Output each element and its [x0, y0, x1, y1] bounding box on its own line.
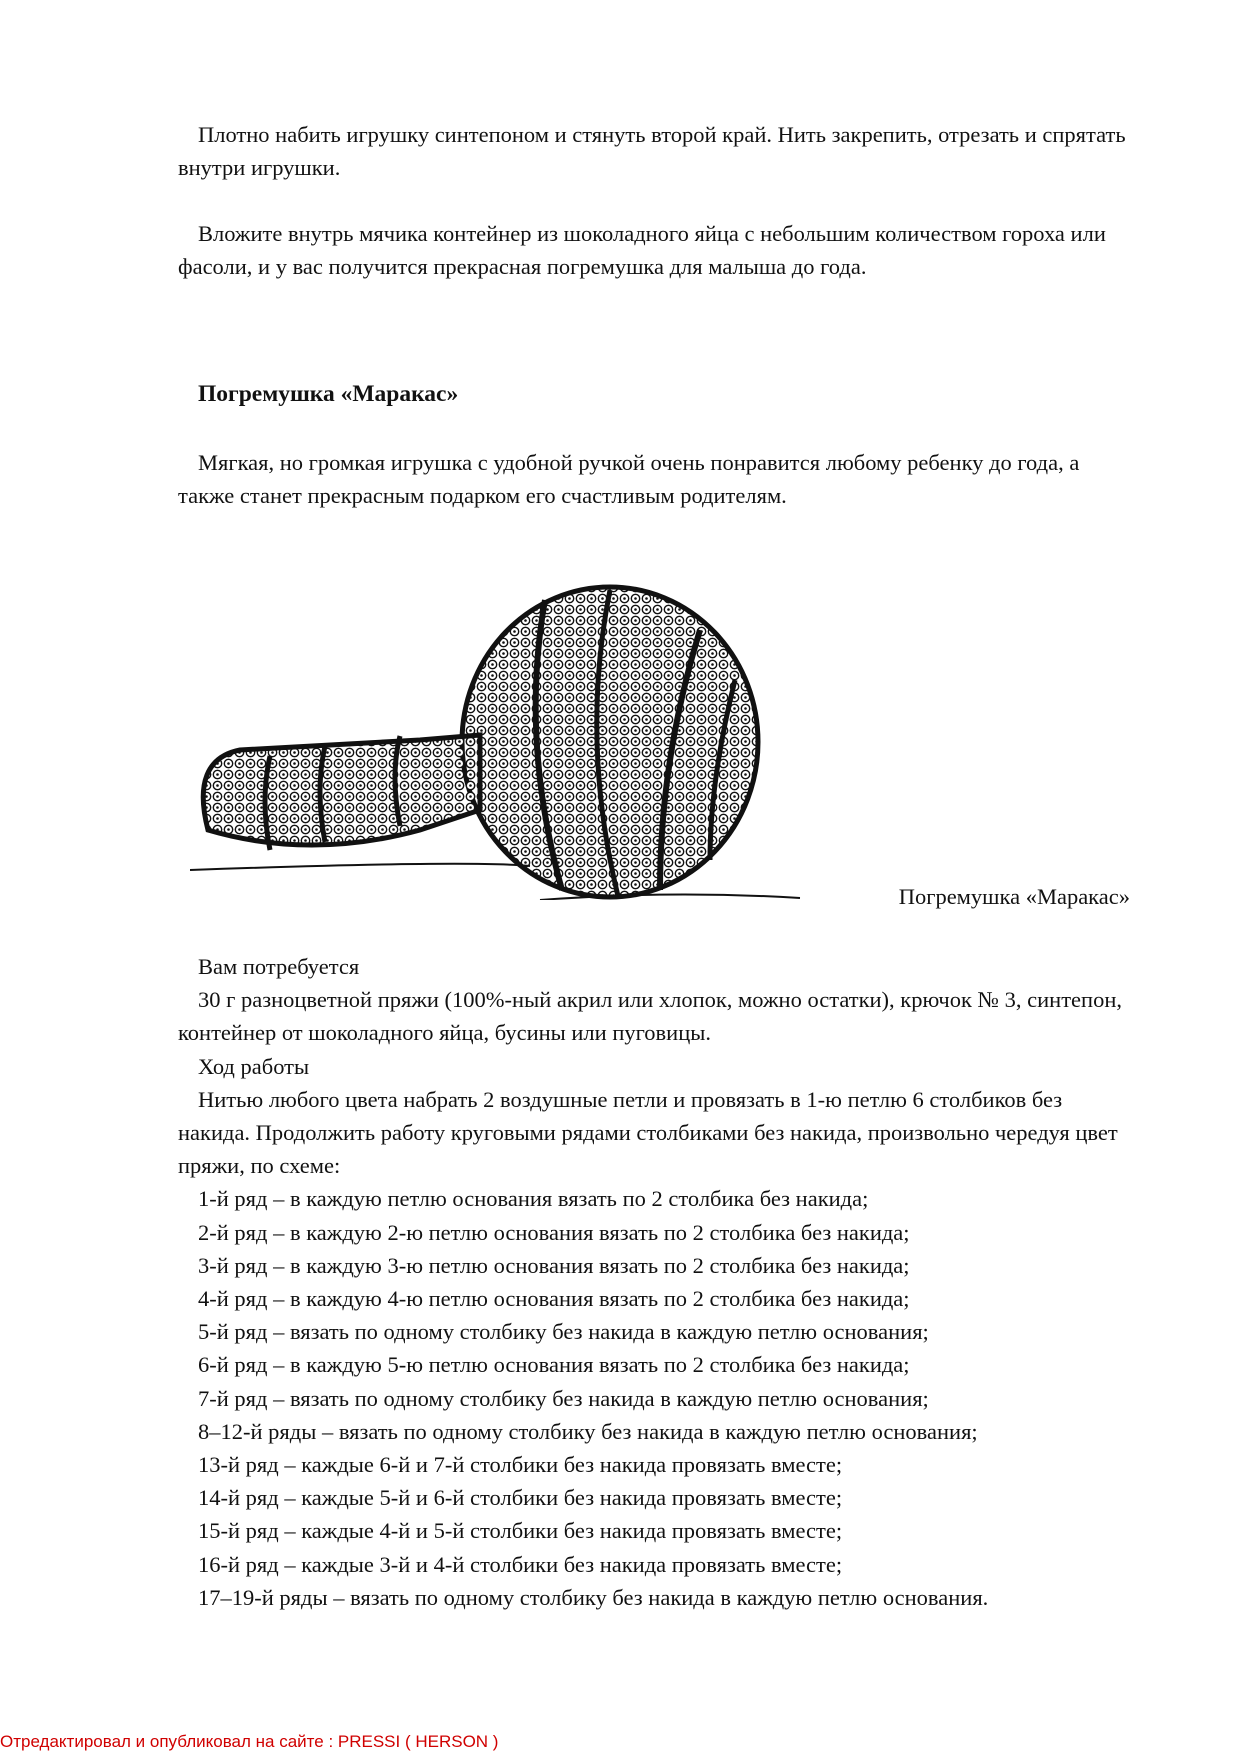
row-step: 2-й ряд – в каждую 2-ю петлю основания вязать по 2 столбика без накида; — [198, 1219, 910, 1245]
maracas-illustration — [190, 560, 810, 900]
row-step: 8–12-й ряды – вязать по одному столбику без накида в каждую петлю основания; — [198, 1418, 978, 1444]
row-step: 16-й ряд – каждые 3-й и 4-й столбики без накида провязать вместе; — [198, 1551, 843, 1577]
process-title: Ход работы — [198, 1053, 310, 1079]
row-step: 3-й ряд – в каждую 3-ю петлю основания вязать по 2 столбика без накида; — [198, 1252, 910, 1278]
row-step: 13-й ряд – каждые 6-й и 7-й столбики без накида провязать вместе; — [198, 1452, 843, 1478]
row-step: 14-й ряд – каждые 5-й и 6-й столбики без накида провязать вместе; — [198, 1485, 843, 1511]
row-step: 1-й ряд – в каждую петлю основания вязать по 2 столбика без накида; — [198, 1186, 869, 1212]
materials-text: 30 г разноцветной пряжи (100%-ный акрил или хлопок, можно остатки), крючок № 3, синтепон, контейнер от шоколадного яйца, бусины или пуговицы. — [178, 987, 1122, 1046]
top-paragraphs — [178, 118, 1138, 283]
row-step: 15-й ряд – каждые 4-й и 5-й столбики без накида провязать вместе; — [198, 1518, 843, 1544]
section-heading: Погремушка «Маракас» — [198, 381, 459, 407]
instructions — [178, 950, 1138, 1614]
paragraph-container-tip: Вложите внутрь мячика контейнер из шоколадного яйца с небольшим количеством гороха или фасоли, и у вас получится прекрасная погремушка для малыша до года. — [178, 221, 1106, 279]
row-step: 4-й ряд – в каждую 4-ю петлю основания вязать по 2 столбика без накида; — [198, 1286, 910, 1312]
row-step: 17–19-й ряды – вязать по одному столбику без накида в каждую петлю основания. — [198, 1584, 989, 1610]
process-intro: Нитью любого цвета набрать 2 воздушные петли и провязать в 1-ю петлю 6 столбиков без накида. Продолжить работу круговыми рядами столбиками без накида, произвольно чередуя цвет пряжи, по схеме: — [178, 1086, 1118, 1179]
row-step: 5-й ряд – вязать по одному столбику без накида в каждую петлю основания; — [198, 1319, 929, 1345]
intro-block — [178, 446, 1138, 512]
paragraph-stuffing: Плотно набить игрушку синтепоном и стянуть второй край. Нить закрепить, отрезать и спрятать внутри игрушки. — [178, 122, 1126, 180]
figure-caption: Погремушка «Маракас» — [898, 884, 1130, 909]
row-step: 7-й ряд – вязать по одному столбику без накида в каждую петлю основания; — [198, 1385, 929, 1411]
row-step: 6-й ряд – в каждую 5-ю петлю основания вязать по 2 столбика без накида; — [198, 1352, 910, 1378]
intro-paragraph: Мягкая, но громкая игрушка с удобной ручкой очень понравится любому ребенку до года, а также станет прекрасным подарком его счастливым родителям. — [178, 450, 1080, 508]
materials-title: Вам потребуется — [198, 954, 360, 979]
footer-credit: Отредактировал и опубликовал на сайте : PRESSI ( HERSON ) — [0, 1732, 499, 1751]
